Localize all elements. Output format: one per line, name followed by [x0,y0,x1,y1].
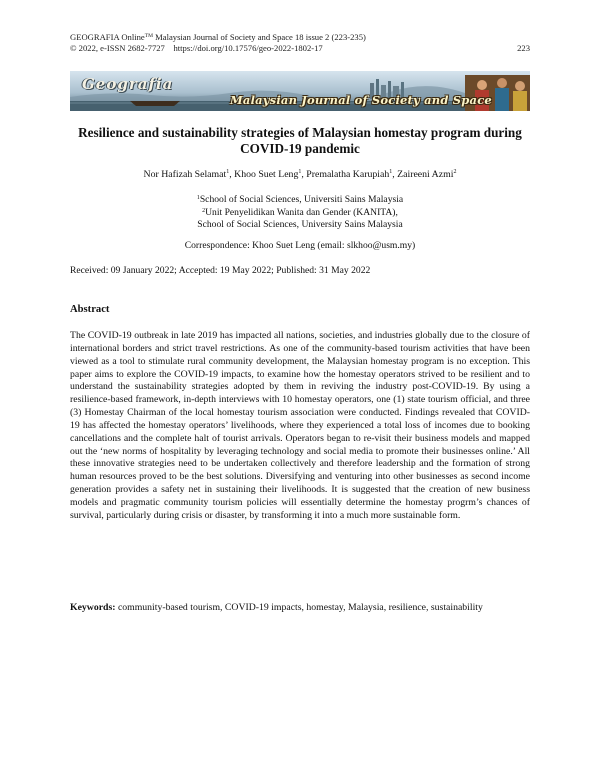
author-affiliation-mark: 2 [453,169,457,175]
author-name: Zaireeni Azmi [397,169,454,180]
journal-name: GEOGRAFIA Online [70,32,145,42]
journal-banner [70,71,530,111]
keywords-list: community-based tourism, COVID-19 impacts, homestay, Malaysia, resilience, sustainability [115,602,483,613]
affiliation-text: School of Social Sciences, Universiti Sains Malaysia [199,194,404,205]
abstract-heading: Abstract [70,304,110,315]
affiliation-text: School of Social Sciences, University Sains Malaysia [197,219,403,230]
author-list [70,166,530,181]
abstract-text: The COVID-19 outbreak in late 2019 has impacted all nations, societies, and industries globally due to the closure of international borders and strict travel restrictions. As one of the community-based tourism activities that have been viewed as a tool to stimulate rural community development, the Malaysian homestay program is no exception. This paper aims to explore the COVID-19 impacts, to examine how the homestay operators strived to be resilient and to understand the sustainability strategies adopted by them in reviving the industry post-COVID-19. By using a resilience-based framework, in-depth interviews with 10 homestay operators, one (1) state tourism official, and three (3) Homestay Chairman of the local homestay tourism association were conducted. Findings revealed that COVID-19 has affected the homestay operators’ livelihoods, where they experienced a total loss of incomes due to booking cancellations and the complete halt of tourist arrivals. Operators began to re-visit their business models and mapped out the ‘new norms of hospitality by leveraging technology and social media to promote their businesses online.’ All these innovative strategies need to be undertaken collectively and therefore leadership and the formation of strong human resources proved to be the best solutions. Diversifying and venturing into other businesses as second income generation provides a safety net in sustaining their livelihoods. It is suggested that the creation of new business models and pragmatic community tourism policies will essentially determine the homestay progrm’s chances of survival, particularly during crisis or disaster, by transforming it into a much more sustainable form. [70,330,530,521]
affiliation-list [70,193,530,231]
affiliation-line [70,206,530,219]
affiliation-line [70,218,530,231]
author-separator: , [229,169,235,180]
article-title: Resilience and sustainability strategies of Malaysian homestay program during COVID-19 pandemic [78,125,522,156]
author-affiliation-mark: 1 [226,169,230,175]
author-name: Nor Hafizah Selamat [143,169,227,180]
correspondence-line: Correspondence: Khoo Suet Leng (email: slkhoo@usm.my) [184,240,416,251]
keywords-label: Keywords: [70,602,116,613]
affiliation-line [70,193,530,206]
author-name: Premalatha Karupiah [306,169,390,180]
journal-logo: Geografia [82,75,174,93]
author-affiliation-mark: 1 [298,169,302,175]
copyright-doi: © 2022, e-ISSN 2682-7727 https://doi.org/10.17576/geo-2022-1802-17 [70,43,323,53]
publication-dates: Received: 09 January 2022; Accepted: 19 May 2022; Published: 31 May 2022 [70,265,371,276]
running-head [70,30,530,54]
journal-citation-line [70,30,530,42]
author-affiliation-mark: 1 [389,169,393,175]
page-number: 223 [517,43,530,53]
journal-issue: Malaysian Journal of Society and Space 18 issue 2 (223-235) [152,32,366,42]
copyright-doi-line [70,42,530,54]
author-name: Khoo Suet Leng [234,169,299,180]
trademark-mark: TM [144,33,153,39]
banner-subtitle: Malaysian Journal of Society and Space [230,93,492,107]
keywords-paragraph [70,602,530,615]
affiliation-text: Unit Penyelidikan Wanita dan Gender (KANITA), [205,206,398,218]
affiliation-number: 1 [196,195,200,201]
affiliation-number: 2 [202,207,206,214]
author-separator: , [301,169,307,180]
author-separator: , [392,169,398,180]
